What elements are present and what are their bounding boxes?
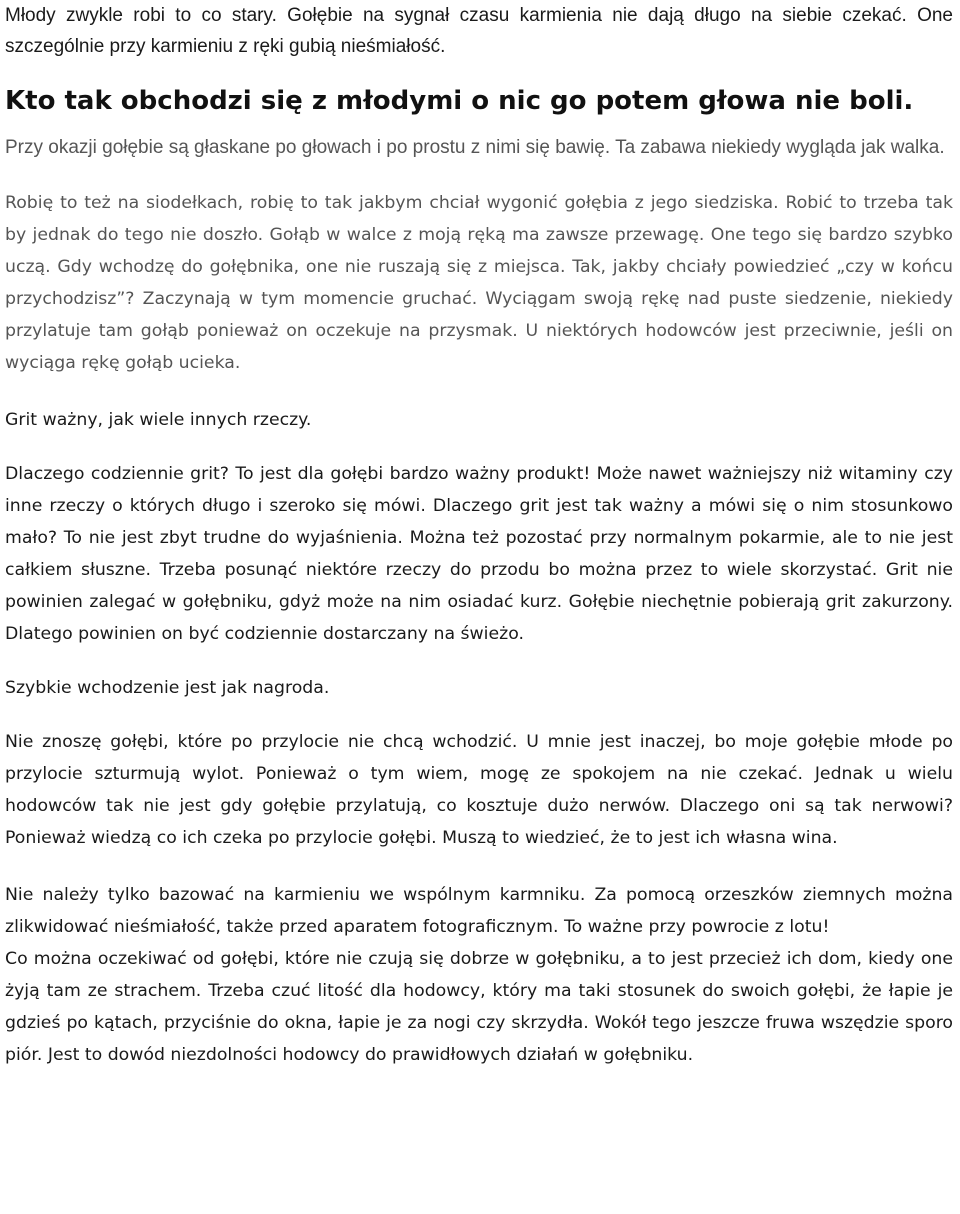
- intro-paragraph: Młody zwykle robi to co stary. Gołębie na sygnał czasu karmienia nie dają długo na siebie czekać. One szczególnie przy karmieniu z ręki gubią nieśmiałość.: [5, 5, 953, 57]
- paragraph-grit: Dlaczego codziennie grit? To jest dla gołębi bardzo ważny produkt! Może nawet ważniejszy niż witaminy czy inne rzeczy o których długo i szeroko się mówi. Dlaczego grit jest tak ważny a mówi się o nim stosunkowo mało? To nie jest zbyt trudne do wyjaśnienia. Można też pozostać przy normalnym pokarmie, ale to nie jest całkiem słuszne. Trzeba posunąć niektóre rzeczy do przodu bo można przez to wiele skorzystać. Grit nie powinien zalegać w gołębniku, gdyż może na nim osiadać kurz. Gołębie niechętnie pobierają grit zakurzony. Dlatego powinien on być codziennie dostarczany na świeżo.: [5, 464, 953, 644]
- paragraph-feeding: Nie należy tylko bazować na karmieniu we wspólnym karmniku. Za pomocą orzeszków ziemnych można zlikwidować nieśmiałość, także przed aparatem fotograficznym. To ważne przy powrocie z lotu!: [5, 885, 953, 937]
- paragraph-play: Przy okazji gołębie są głaskane po głowach i po prostu z nimi się bawię. Ta zabawa niekiedy wygląda jak walka.: [5, 137, 945, 158]
- section-heading: Kto tak obchodzi się z młodymi o nic go potem głowa nie boli.: [5, 86, 914, 116]
- paragraph-perches: Robię to też na siodełkach, robię to tak jakbym chciał wygonić gołębia z jego siedziska. Robić to trzeba tak by jednak do tego nie doszło. Gołąb w walce z moją ręką ma zawsze przewagę. One tego się bardzo szybko uczą. Gdy wchodzę do gołębnika, one nie ruszają się z miejsca. Tak, jakby chciały powiedzieć „czy w końcu przychodzisz”? Zaczynają w tym momencie gruchać. Wyciągam swoją rękę nad puste siedzenie, niekiedy przylatuje tam gołąb ponieważ on oczekuje na przysmak. U niektórych hodowców jest przeciwnie, jeśli on wyciąga rękę gołąb ucieka.: [5, 193, 953, 373]
- paragraph-entry-heading: Szybkie wchodzenie jest jak nagroda.: [5, 678, 330, 698]
- paragraph-grit-heading: Grit ważny, jak wiele innych rzeczy.: [5, 410, 312, 430]
- paragraph-entry: Nie znoszę gołębi, które po przylocie nie chcą wchodzić. U mnie jest inaczej, bo moje gołębie młode po przylocie szturmują wylot. Ponieważ o tym wiem, mogę ze spokojem na nie czekać. Jednak u wielu hodowców tak nie jest gdy gołębie przylatują, co kosztuje dużo nerwów. Dlaczego oni są tak nerwowi? Ponieważ wiedzą co ich czeka po przylocie gołębi. Muszą to wiedzieć, że to jest ich własna wina.: [5, 732, 953, 848]
- paragraph-fear: Co można oczekiwać od gołębi, które nie czują się dobrze w gołębniku, a to jest przecież ich dom, kiedy one żyją tam ze strachem. Trzeba czuć litość dla hodowcy, który ma taki stosunek do swoich gołębi, że łapie je gdzieś po kątach, przyciśnie do okna, łapie je za nogi czy skrzydła. Wokół tego jeszcze fruwa wszędzie sporo piór. Jest to dowód niezdolności hodowcy do prawidłowych działań w gołębniku.: [5, 949, 953, 1065]
